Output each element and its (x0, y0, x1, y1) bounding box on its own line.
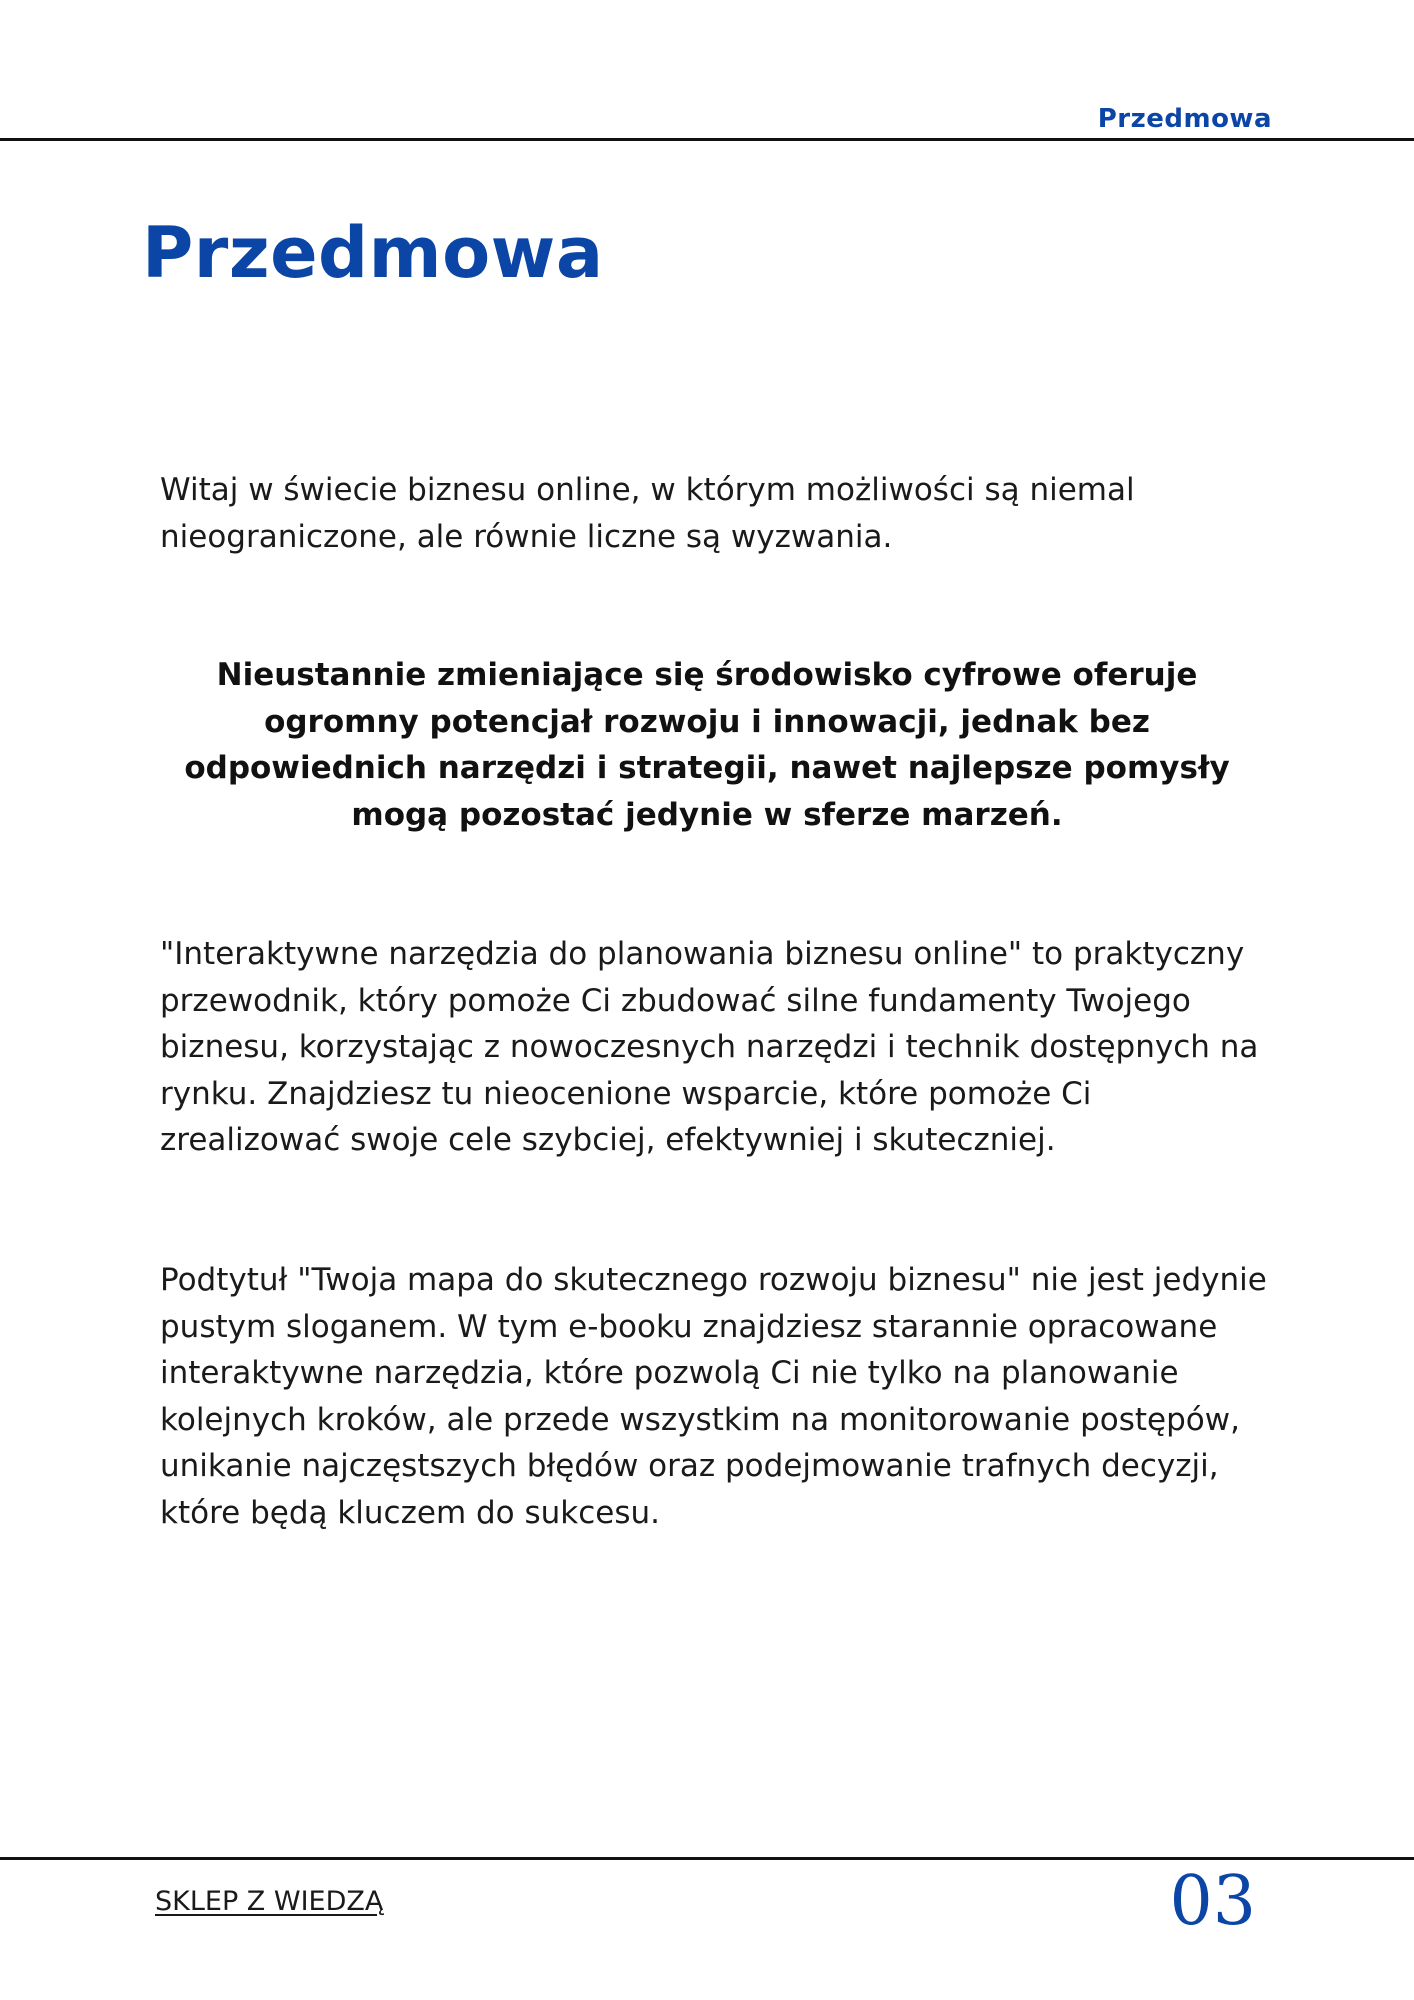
page-title: Przedmowa (142, 212, 604, 294)
footer-brand-link[interactable]: SKLEP Z WIEDZĄ (155, 1886, 384, 1917)
header-section-label: Przedmowa (1097, 104, 1272, 134)
body-paragraph-subtitle: Podtytuł "Twoja mapa do skutecznego rozwoju biznesu" nie jest jedynie pustym sloganem. W tym e-booku znajdziesz starannie opracowane interaktywne narzędzia, które pozwolą Ci nie tylko na planowanie kolejnych kroków, ale przede wszystkim na monitorowanie postępów, unikanie najczęstszych błędów oraz podejmowanie trafnych decyzji, które będą kluczem do sukcesu. (160, 1262, 1267, 1531)
highlight-quote: Nieustannie zmieniające się środowisko cyfrowe oferuje ogromny potencjał rozwoju i innowacji, jednak bez odpowiednich narzędzi i strategii, nawet najlepsze pomysły mogą pozostać jedynie w sferze marzeń. (184, 657, 1230, 833)
intro-paragraph: Witaj w świecie biznesu online, w którym możliwości są niemal nieograniczone, ale równie liczne są wyzwania. (160, 472, 1135, 555)
page-number: 03 (1169, 1862, 1256, 1941)
body-paragraph-guide: "Interaktywne narzędzia do planowania biznesu online" to praktyczny przewodnik, który pomoże Ci zbudować silne fundamenty Twojego biznesu, korzystając z nowoczesnych narzędzi i technik dostępnych na rynku. Znajdziesz tu nieocenione wsparcie, które pomoże Ci zrealizować swoje cele szybciej, efektywniej i skuteczniej. (160, 936, 1259, 1158)
footer-divider (0, 1857, 1414, 1860)
header-divider (0, 138, 1414, 141)
